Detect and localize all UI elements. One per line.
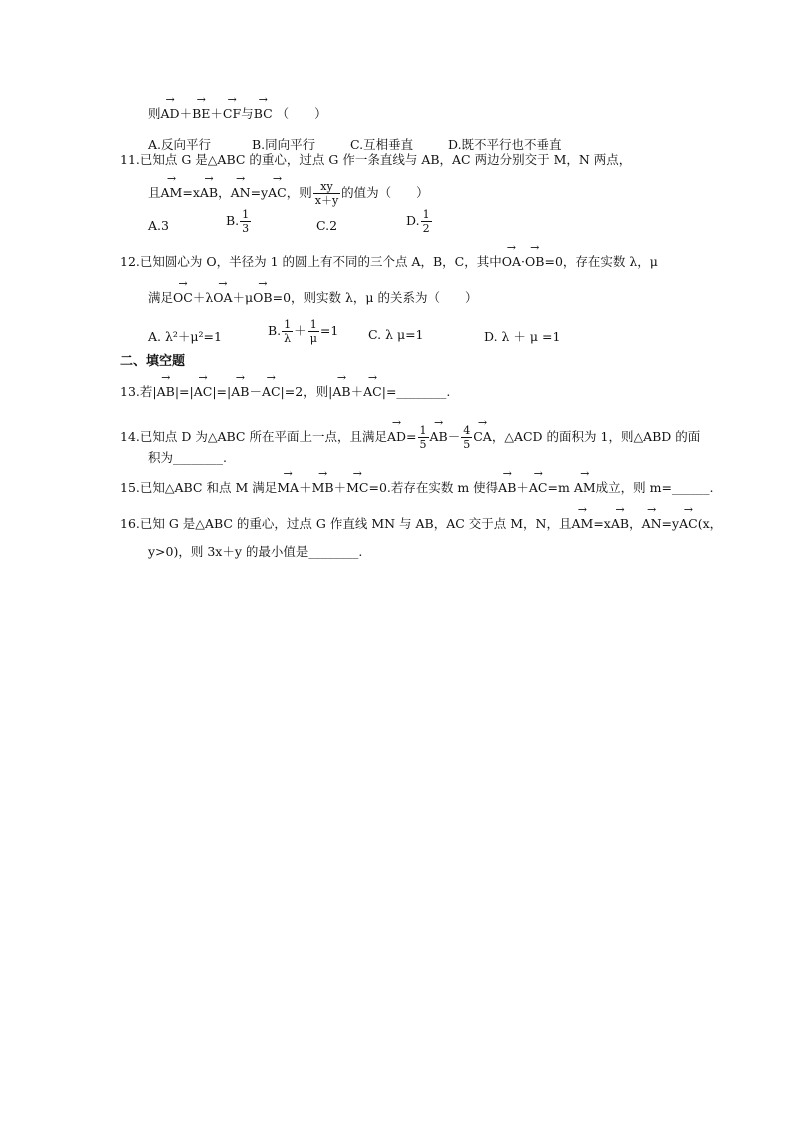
q11-option-c: C.2 — [316, 218, 338, 233]
answer-blank: |=________. — [381, 384, 451, 399]
q11-line1: 11.已知点 G 是△ABC 的重心，过点 G 作一条直线与 AB，AC 两边分别交于 M，N 两点， — [120, 152, 632, 167]
vector-ad: → AD — [161, 106, 180, 122]
text: 13.若| — [120, 384, 157, 399]
text: ＋ — [299, 480, 312, 495]
text: ＋ — [294, 323, 307, 338]
numerator: 1 — [242, 208, 250, 221]
text: ， — [629, 516, 642, 531]
q11-option-b — [226, 208, 252, 235]
vector-am: → AM — [574, 480, 596, 496]
fraction — [418, 424, 429, 451]
vector-ca: → CA — [473, 429, 492, 445]
text: ， — [218, 185, 231, 200]
q14-line2: 积为________. — [148, 450, 227, 465]
text: 15.已知△ABC 和点 M 满足 — [120, 480, 278, 495]
answer-blank: 成立，则 m=______. — [595, 480, 714, 495]
fraction — [308, 318, 319, 345]
section-heading: 二、填空题 — [120, 354, 186, 369]
q12-option-d: D. λ ＋ μ =1 — [484, 329, 561, 344]
text: ＋μ — [232, 290, 254, 305]
vector-am: → AM — [571, 516, 593, 532]
fraction — [461, 424, 472, 451]
vector-ac: → AC — [363, 384, 382, 400]
vector-ab: → AB — [332, 384, 350, 400]
vector-ab: → AB — [430, 429, 448, 445]
q14-line1 — [120, 424, 700, 451]
text: 的值为（ ） — [341, 185, 429, 200]
text: (x， — [697, 516, 723, 531]
text: = — [406, 429, 417, 444]
vector-ac: → AC — [262, 384, 281, 400]
text: 12.已知圆心为 O，半径为 1 的圆上有不同的三个点 A，B，C，其中 — [120, 254, 502, 269]
text: |=| — [174, 384, 194, 399]
text: =y — [661, 516, 680, 531]
vector-ob: → OB — [253, 290, 272, 306]
vector-ac: → AC — [529, 480, 548, 496]
q12-option-a: A. λ²＋μ²=1 — [148, 329, 222, 344]
numerator: 4 — [463, 424, 471, 437]
vector-be: → BE — [192, 106, 210, 122]
vector-ma: → MA — [277, 480, 299, 496]
vector-am: → AM — [161, 185, 183, 201]
text: B. — [268, 323, 282, 338]
fraction — [240, 208, 251, 235]
vector-an: → AN — [642, 516, 662, 532]
text: 与 — [241, 106, 254, 121]
vector-an: → AN — [231, 185, 251, 201]
text: =1 — [319, 323, 339, 338]
q10-statement — [148, 106, 327, 122]
numerator: 1 — [284, 318, 292, 331]
q15 — [120, 480, 713, 496]
text: ，△ACD 的面积为 1，则△ABD 的面 — [491, 429, 701, 444]
vector-ac: → AC — [679, 516, 698, 532]
denominator: λ — [282, 331, 293, 345]
text: 满足 — [148, 290, 174, 305]
numerator: 1 — [422, 208, 430, 221]
denominator: 5 — [463, 438, 471, 451]
text: ，则 — [286, 185, 312, 200]
vector-ab: → AB — [157, 384, 175, 400]
vector-ad: → AD — [387, 429, 406, 445]
vector-ac: → AC — [268, 185, 287, 201]
q11-option-a: A.3 — [148, 218, 169, 233]
denominator: 3 — [242, 222, 250, 235]
text: · — [521, 254, 526, 269]
text: － — [249, 384, 262, 399]
text: ＋ — [333, 480, 347, 495]
vector-oa: → OA — [213, 290, 232, 306]
q10-option-d: D.既不平行也不垂直 — [448, 137, 562, 152]
vector-cf: → CF — [223, 106, 241, 122]
text: =0.若存在实数 m 使得 — [368, 480, 499, 495]
q12-option-c: C. λ μ=1 — [368, 327, 424, 342]
vector-mb: → MB — [312, 480, 334, 496]
q10-option-c: C.互相垂直 — [350, 137, 414, 152]
vector-oa: → OA — [502, 254, 521, 270]
numerator: 1 — [419, 424, 427, 437]
vector-ab: → AB — [200, 185, 218, 201]
text: ＋λ — [192, 290, 214, 305]
text: 14.已知点 D 为△ABC 所在平面上一点，且满足 — [120, 429, 387, 444]
text: 16.已知 G 是△ABC 的重心，过点 G 作直线 MN 与 AB，AC 交于点 M，N，且 — [120, 516, 572, 531]
text: =m — [547, 480, 574, 495]
q12-line1 — [120, 254, 658, 270]
denominator: x＋y — [314, 194, 339, 207]
text: 则 — [148, 106, 161, 121]
q12-option-b — [268, 318, 338, 345]
vector-ac: → AC — [194, 384, 213, 400]
numerator: 1 — [309, 318, 317, 331]
fraction — [421, 208, 432, 235]
vector-oc: → OC — [173, 290, 193, 306]
numerator: xy — [320, 180, 333, 193]
q11-line2 — [148, 180, 429, 207]
q12-line2 — [148, 290, 478, 306]
denominator: μ — [309, 332, 317, 345]
text: ＋ — [179, 106, 193, 121]
text: |=2，则| — [280, 384, 333, 399]
text: B. — [226, 213, 240, 228]
text: =x — [593, 516, 611, 531]
denominator: 5 — [419, 438, 427, 451]
text: 且 — [148, 185, 161, 200]
vector-mc: → MC — [346, 480, 368, 496]
q16-line1 — [120, 516, 722, 532]
denominator: 2 — [422, 222, 430, 235]
text: =x — [182, 185, 200, 200]
text: ＋ — [516, 480, 529, 495]
answer-paren: （ ） — [272, 106, 327, 121]
q10-option-b: B.同向平行 — [252, 137, 316, 152]
fraction — [282, 318, 293, 345]
text: D. — [406, 213, 420, 228]
vector-bc: → BC — [254, 106, 273, 122]
text: =0，则实数 λ，μ 的关系为（ ） — [272, 290, 478, 305]
vector-ab: → AB — [611, 516, 629, 532]
vector-ab: → AB — [498, 480, 516, 496]
q11-option-d — [406, 208, 433, 235]
text: － — [447, 429, 461, 444]
text: |=| — [212, 384, 232, 399]
fraction-xy — [313, 180, 340, 207]
vector-ob: → OB — [525, 254, 544, 270]
text: =y — [250, 185, 269, 200]
q13 — [120, 384, 450, 400]
text: ＋ — [210, 106, 223, 121]
text: =0，存在实数 λ，μ — [544, 254, 658, 269]
vector-ab: → AB — [231, 384, 249, 400]
text: ＋ — [350, 384, 364, 399]
q16-line2: y>0)，则 3x＋y 的最小值是________. — [148, 544, 363, 559]
q10-option-a: A.反向平行 — [148, 137, 212, 152]
